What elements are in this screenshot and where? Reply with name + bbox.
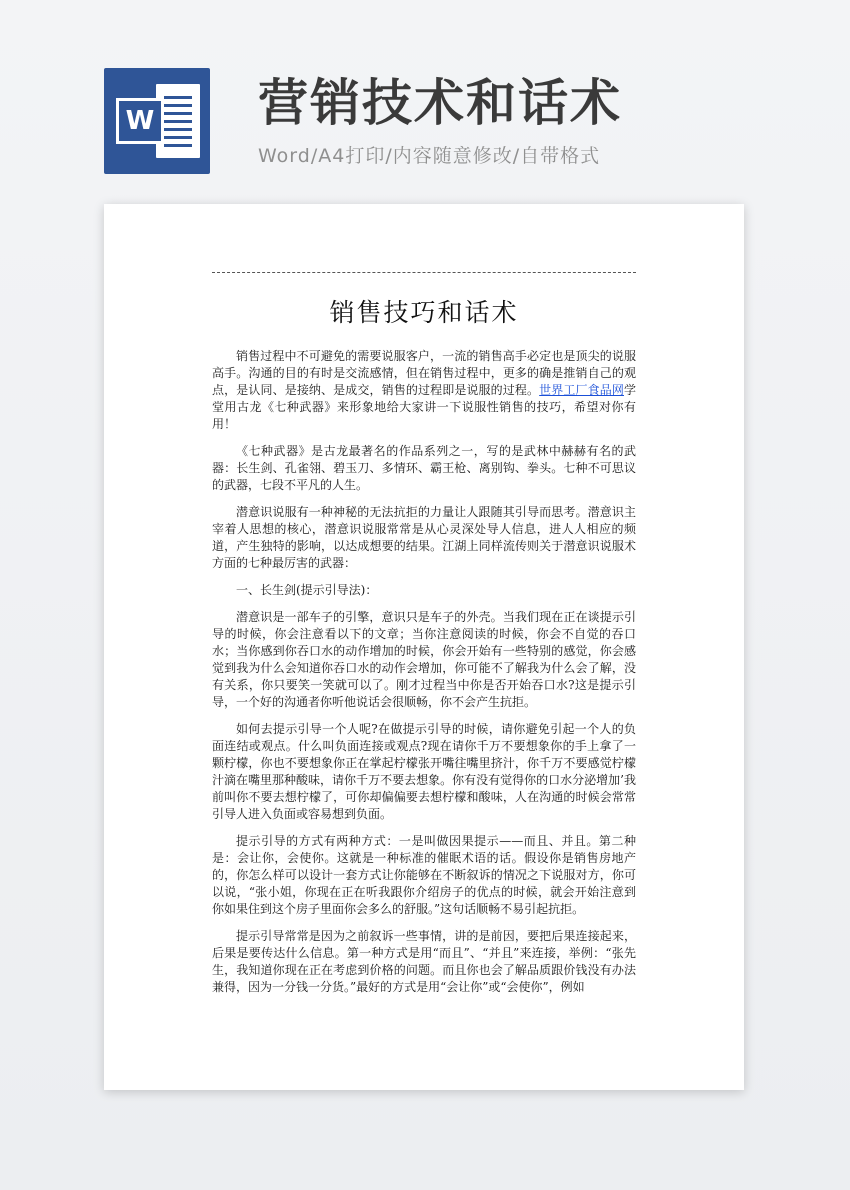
section-heading-1: 一、长生剑(提示引导法)： <box>236 583 378 597</box>
paragraph-1-text: 销售过程中不可避免的需要说服客户，一流的销售高手必定也是顶尖的说服高手。沟通的目的有时是交流感情，但在销售过程中，更多的确是推销自己的观点，是认同、是接纳、是成交，销售的过程即是说服的过程。 <box>212 349 636 397</box>
word-icon <box>104 68 210 174</box>
word-letter: W <box>125 106 155 136</box>
paragraph-3: 潜意识说服有一种神秘的无法抗拒的力量让人跟随其引导而思考。潜意识主宰着人思想的核心，潜意识说服常常是从心灵深处导人信息，进人人相应的频道，产生独特的影响，以达成想要的结果。江湖上同样流传则关于潜意识说服术方面的七种最厉害的武器： <box>212 505 636 570</box>
word-letter-box <box>116 98 164 144</box>
subtitle: Word/A4打印/内容随意修改/自带格式 <box>258 145 601 167</box>
food-net-link[interactable]: 世界工厂食品网 <box>539 383 624 397</box>
dashed-divider <box>212 272 636 273</box>
paragraph-2: 《七种武器》是古龙最著名的作品系列之一，写的是武林中赫赫有名的武器：长生剑、孔雀翎、碧玉刀、多情环、霸王枪、离别钩、拳头。七种不可思议的武器，七段不平凡的人生。 <box>212 444 636 492</box>
main-title: 营销技术和话术 <box>258 74 622 132</box>
paragraph-5: 潜意识是一部车子的引擎，意识只是车子的外壳。当我们现在正在谈提示引导的时候，你会注意看以下的文章；当你注意阅读的时候，你会不自觉的吞口水；当你感到你吞口水的动作增加的时候，你会开始有一些特别的感觉，你会感觉到我为什么会知道你吞口水的动作会增加，你可能不了解我为什么会了解，没有关系，你只要笑一笑就可以了。刚才过程当中你是否开始吞口水?这是提示引导，一个好的沟通者你听他说话会很顺畅，你不会产生抗拒。 <box>212 610 636 709</box>
paragraph-1-text-end: 学堂用古龙《七种武器》来形象地给大家讲一下说服性销售的技巧，希望对你有用！ <box>212 383 636 431</box>
document-body <box>212 348 636 1006</box>
header <box>0 0 850 200</box>
paragraph-8: 提示引导常常是因为之前叙诉一些事情，讲的是前因，要把后果连接起来，后果是要传达什么信息。第一种方式是用“而且”、“并且”来连接，举例：“张先生，我知道你现在正在考虑到价格的问题。而且你也会了解品质跟价钱没有办法兼得，因为一分钱一分货。”最好的方式是用“会让你”或“会使你”，例如 <box>212 929 636 994</box>
document-page <box>104 204 744 1090</box>
paragraph-1 <box>212 348 636 433</box>
paragraph-7: 提示引导的方式有两种方式：一是叫做因果提示——而且、并且。第二种是：会让你，会使你。这就是一种标准的催眠术语的话。假设你是销售房地产的，你怎么样可以设计一套方式让你能够在不断叙诉的情况之下说服对方，你可以说，“张小姐，你现在正在听我跟你介绍房子的优点的时候，就会开始注意到你如果住到这个房子里面你会多么的舒服。”这句话顺畅不易引起抗拒。 <box>212 834 636 916</box>
document-title: 销售技巧和话术 <box>329 298 519 327</box>
paragraph-6: 如何去提示引导一个人呢?在做提示引导的时候，请你避免引起一个人的负面连结或观点。什么叫负面连接或观点?现在请你千万不要想象你的手上拿了一颗柠檬，你也不要想象你正在掌起柠檬张开嘴往嘴里挤汁，你千万不要感觉柠檬汁滴在嘴里那种酸味，请你千万不要去想象。你有没有觉得你的口水分泌增加’我前叫你不要去想柠檬了，可你却偏偏要去想柠檬和酸味，人在沟通的时候会常常引导人进入负面或容易想到负面。 <box>212 722 636 821</box>
